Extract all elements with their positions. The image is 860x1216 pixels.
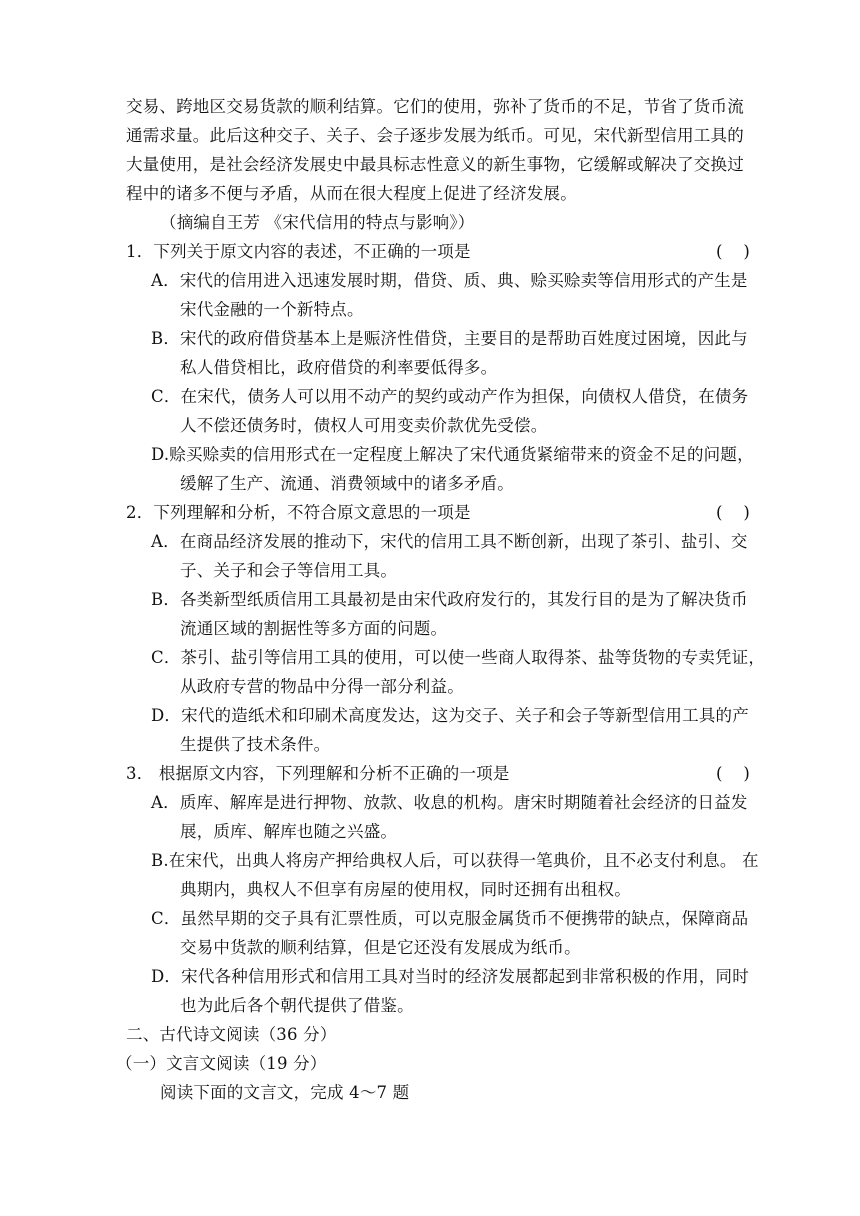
source-citation: （摘编自王芳 《宋代信用的特点与影响》） — [160, 213, 475, 232]
q2-option-d-line-2: 生提供了技术条件。 — [180, 735, 331, 754]
q2-option-d-line-1: D．宋代的造纸术和印刷术高度发达，这为交子、关子和会子等新型信用工具的产 — [151, 706, 749, 725]
q3-option-d-line-2: 也为此后各个朝代提供了借鉴。 — [180, 996, 414, 1015]
q1-option-a-line-2: 宋代金融的一个新特点。 — [180, 300, 364, 319]
q3-option-c-line-1: C．虽然早期的交子具有汇票性质，可以克服金属货币不便携带的缺点，保障商品 — [151, 909, 749, 928]
q2-option-b-line-2: 流通区域的割据性等多方面的问题。 — [180, 619, 448, 638]
q1-option-c-line-1: C．在宋代，债务人可以用不动产的契约或动产作为担保，向债权人借贷，在债务 — [151, 387, 749, 406]
passage-line-1: 交易、跨地区交易货款的顺利结算。它们的使用，弥补了货币的不足，节省了货币流 — [126, 97, 744, 116]
q1-answer-paren[interactable]: ( ) — [716, 242, 750, 261]
q1-stem: 1．下列关于原文内容的表述，不正确的一项是 — [126, 242, 471, 261]
q3-option-b-line-2: 典期内，典权人不但享有房屋的使用权，同时还拥有出租权。 — [180, 880, 631, 899]
section-heading-ancient-poetry: 二、古代诗文阅读（36 分） — [126, 1025, 337, 1044]
q3-stem: 3． 根据原文内容，下列理解和分析不正确的一项是 — [126, 764, 510, 783]
q3-answer-paren[interactable]: ( ) — [716, 764, 750, 783]
q2-option-c-line-1: C．茶引、盐引等信用工具的使用，可以使一些商人取得茶、盐等货物的专卖凭证， — [151, 648, 766, 667]
reading-instruction: 阅读下面的文言文，完成 4～7 题 — [160, 1083, 410, 1102]
q2-answer-paren[interactable]: ( ) — [716, 503, 750, 522]
passage-line-4: 程中的诸多不便与矛盾，从而在很大程度上促进了经济发展。 — [126, 184, 577, 203]
q3-option-c-line-2: 交易中货款的顺利结算，但是它还没有发展成为纸币。 — [180, 938, 581, 957]
q1-option-d-line-1: D.赊买赊卖的信用形式在一定程度上解决了宋代通货紧缩带来的资金不足的问题， — [151, 445, 754, 464]
q1-option-a-line-1: A．宋代的信用进入迅速发展时期，借贷、质、典、赊买赊卖等信用形式的产生是 — [151, 271, 748, 290]
subsection-heading-classical-chinese: （一）文言文阅读（19 分） — [116, 1054, 327, 1073]
q1-option-b-line-1: B．宋代的政府借贷基本上是赈济性借贷，主要目的是帮助百姓度过困境，因此与 — [151, 329, 748, 348]
q2-option-a-line-1: A．在商品经济发展的推动下，宋代的信用工具不断创新，出现了茶引、盐引、交 — [151, 532, 748, 551]
q2-stem: 2．下列理解和分析，不符合原文意思的一项是 — [126, 503, 471, 522]
passage-line-2: 通需求量。此后这种交子、关子、会子逐步发展为纸币。可见，宋代新型信用工具的 — [126, 126, 744, 145]
q1-option-b-line-2: 私人借贷相比，政府借贷的利率要低得多。 — [180, 358, 498, 377]
q3-option-a-line-1: A．质库、解库是进行押物、放款、收息的机构。唐宋时期随着社会经济的日益发 — [151, 793, 748, 812]
q2-option-b-line-1: B．各类新型纸质信用工具最初是由宋代政府发行的，其发行目的是为了解决货币 — [151, 590, 748, 609]
q3-option-d-line-1: D．宋代各种信用形式和信用工具对当时的经济发展都起到非常积极的作用，同时 — [151, 967, 749, 986]
q1-option-c-line-2: 人不偿还债务时，债权人可用变卖价款优先受偿。 — [180, 416, 548, 435]
q2-option-a-line-2: 子、关子和会子等信用工具。 — [180, 561, 398, 580]
q3-option-b-line-1: B.在宋代，出典人将房产押给典权人后，可以获得一笔典价，且不必支付利息。 在 — [151, 851, 759, 870]
q3-option-a-line-2: 展，质库、解库也随之兴盛。 — [180, 822, 398, 841]
q2-option-c-line-2: 从政府专营的物品中分得一部分利益。 — [180, 677, 464, 696]
passage-line-3: 大量使用，是社会经济发展史中最具标志性意义的新生事物，它缓解或解决了交换过 — [126, 155, 744, 174]
q1-option-d-line-2: 缓解了生产、流通、消费领域中的诸多矛盾。 — [180, 474, 514, 493]
